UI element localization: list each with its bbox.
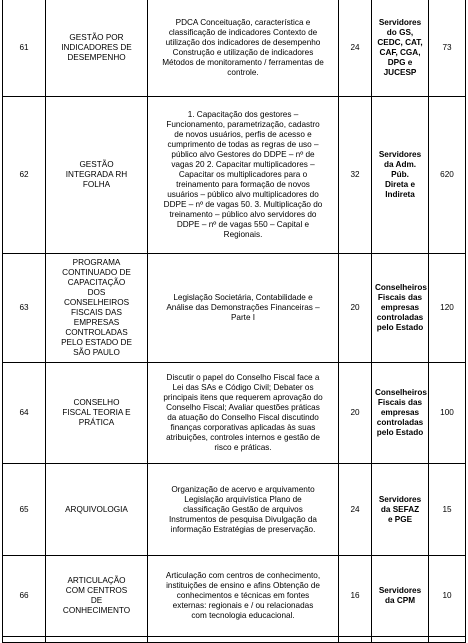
course-title-line: CAPACITAÇÃO [67,278,126,287]
course-hours [339,637,372,643]
course-audience-line: Servidores [378,150,422,159]
course-title-line: COM CENTROS [65,586,128,595]
course-audience-line: Indireta [385,190,415,199]
course-number: 66 [3,556,46,637]
table-row [3,97,466,254]
course-title-line: CONHECIMENTO [62,606,131,615]
course-hours: 32 [339,97,372,254]
course-content-line: DDPE – nº de vagas 550 – Capital e [176,220,310,229]
course-audience-line: e PGE [387,514,413,524]
course-title-line: FISCAL TEORIA E [62,408,131,417]
course-content-line: utilização dos indicadores de desempenho [165,38,321,47]
course-number: 61 [3,0,46,97]
course-content-line: atribuições, controles internos e gestão de [166,433,320,442]
course-table [2,0,466,643]
course-audience-line: Conselheiros [375,283,427,292]
course-content-line: DDPE – nº de vagas 50. 3. Multiplicação do [163,200,323,209]
course-title-line: PROGRAMA [72,258,121,267]
course-audience-line: CEDC, CAT, [377,38,423,47]
course-title [46,97,148,254]
course-title [46,556,148,637]
course-title-line: EMPRESAS [73,318,120,327]
course-hours: 20 [339,363,372,464]
course-audience-line: Conselheiros [375,388,427,397]
course-content [148,97,339,254]
course-hours: 24 [339,464,372,556]
course-audience-line: da Adm. Púb. [384,160,416,179]
course-table-body [3,0,466,643]
course-vacancies: 15 [429,464,466,556]
course-audience-line: da SEFAZ [380,504,420,514]
course-title [46,363,148,464]
course-audience-line: Fiscais das [377,398,423,407]
course-title-line: PELO ESTADO DE [61,338,132,347]
course-number [3,637,46,643]
course-content [148,0,339,97]
course-audience-line: Direta e [384,180,416,189]
course-number: 63 [3,254,46,363]
table-row [3,556,466,637]
course-audience-line: controladas [376,313,424,322]
course-vacancies: 120 [429,254,466,363]
course-content-line: treinamento – público alvo servidores do [169,210,317,219]
course-content-line: Funcionamento, parametrização, cadastro [166,120,320,129]
course-title-line: FISCAIS DAS [71,308,122,317]
course-audience-line: Fiscais das [377,293,423,302]
course-vacancies: 73 [429,0,466,97]
course-number: 62 [3,97,46,254]
course-content-line: de novos usuários, perfis de acesso e [174,130,312,139]
table-row [3,363,466,464]
course-content-line: Legislação arquivística Plano de [184,494,302,504]
course-title-line: DE [90,596,103,605]
course-content-line: conhecimentos e técnicas em fontes [176,591,310,600]
course-content-line: controle. [227,68,259,77]
course-audience-line: Servidores [378,18,422,27]
course-content-line: informação Estratégias de preservação. [170,524,316,534]
course-hours: 20 [339,254,372,363]
course-audience-line: JUCESP [383,68,417,77]
course-content-line: Construção e utilização de indicadores [172,48,314,57]
course-content-line: finanças corporativas aplicadas às suas [170,423,316,432]
course-audience-line: pelo Estado [376,323,424,332]
course-audience-line: da CPM [384,596,416,605]
course-audience-line: empresas [380,408,420,417]
course-title-line: ARTICULAÇÃO [67,576,126,585]
course-hours: 16 [339,556,372,637]
course-content-line: Análise das Demonstrações Financeiras – [166,303,320,312]
course-audience-line: do GS, [386,28,414,37]
course-audience-line: pelo Estado [376,428,424,437]
course-title-line: DESEMPENHO [67,53,126,62]
course-title-line: GESTÃO POR [69,33,124,42]
course-content-line: cumprimento de todas as regras de uso – [167,140,319,149]
course-content-line: instituições de ensino e afins Obtenção de [166,581,320,590]
course-content-line: principais itens que requerem aprovação do [163,393,323,402]
course-audience [372,363,429,464]
course-title-line: INDICADORES DE [61,43,132,52]
course-content-line: Discutir o papel do Conselho Fiscal face a [166,373,320,382]
course-vacancies: 10 [429,556,466,637]
course-content-line: usuários – público alvo multiplicadores do [167,190,319,199]
course-content-line: público alvo Gestores do DDPE – nº de [171,150,315,159]
course-audience [372,97,429,254]
course-content-line: PDCA Conceituação, característica e [175,18,311,27]
course-content [148,363,339,464]
course-title [46,0,148,97]
course-audience [372,637,429,643]
course-content-line: da atuação do Conselho Fiscal discutindo [167,413,319,422]
course-audience-line: Servidores [378,586,422,595]
course-title [46,464,148,556]
course-content-line: externas: regionais e / ou relacionadas [172,601,314,610]
course-number: 65 [3,464,46,556]
course-content-line: Métodos de monitoramento / ferramentas de [162,58,324,67]
course-content-line: Parte I [230,313,256,322]
course-audience-line: DPG e [387,58,413,67]
table-row [3,464,466,556]
course-title-line: CONSELHO [73,398,120,407]
course-vacancies: 100 [429,363,466,464]
course-hours: 24 [339,0,372,97]
course-content-line: com tecnologia educacional. [191,611,295,620]
course-content-line: 1. Capacitação dos gestores – [187,110,299,119]
course-title [46,254,148,363]
course-content [148,464,339,556]
table-row [3,637,466,643]
course-number: 64 [3,363,46,464]
course-content-line: Regionais. [223,230,263,239]
course-content [148,556,339,637]
course-title-line: INTEGRADA RH [65,170,128,179]
course-content-line: Lei das SAs e Código Civil; Debater os [172,383,314,392]
course-content-line: Legislação Societária, Contabilidade e [173,293,313,302]
course-audience-line: Servidores [378,494,422,504]
course-content-line: risco e práticas. [214,443,272,452]
course-title-line: SÃO PAULO [73,348,120,357]
table-row [3,254,466,363]
course-title-line: FOLHA [82,180,111,189]
course-title-line: GESTÃO [79,160,114,169]
course-vacancies: 620 [429,97,466,254]
course-audience [372,556,429,637]
course-content-line: Conselho Fiscal; Avaliar questões práticas [166,403,320,412]
course-content-line: Capacitar os multiplicadores para o [178,170,308,179]
course-content-line: classificação Gestão de arquivos [183,504,303,514]
course-content-line: vagas 20 2. Capacitar multiplicadores – [171,160,315,169]
course-content [148,637,339,643]
course-content-line: Organização de acervo e arquivamento [171,484,315,494]
course-title-line: ARQUIVOLOGIA [65,504,128,514]
course-audience [372,254,429,363]
course-audience-line: CAF, CGA, [379,48,421,57]
course-title-line: CONSELHEIROS [63,298,130,307]
course-content [148,254,339,363]
course-title-line: PRÁTICA [78,418,115,427]
table-row [3,0,466,97]
course-audience-line: controladas [376,418,424,427]
course-title-line: CONTROLADAS [65,328,128,337]
course-content-line: classificação de indicadores Contexto de [168,28,318,37]
course-content-line: Articulação com centros de conhecimento, [165,571,321,580]
course-audience [372,0,429,97]
course-title-line: DOS [87,288,106,297]
course-vacancies [429,637,466,643]
course-audience-line: empresas [380,303,420,312]
course-title [46,637,148,643]
course-content-line: Instrumentos de pesquisa Divulgação da [169,514,317,524]
course-content-line: treinamento para formação de novos [176,180,310,189]
course-title-line: CONTINUADO DE [62,268,131,277]
course-audience [372,464,429,556]
